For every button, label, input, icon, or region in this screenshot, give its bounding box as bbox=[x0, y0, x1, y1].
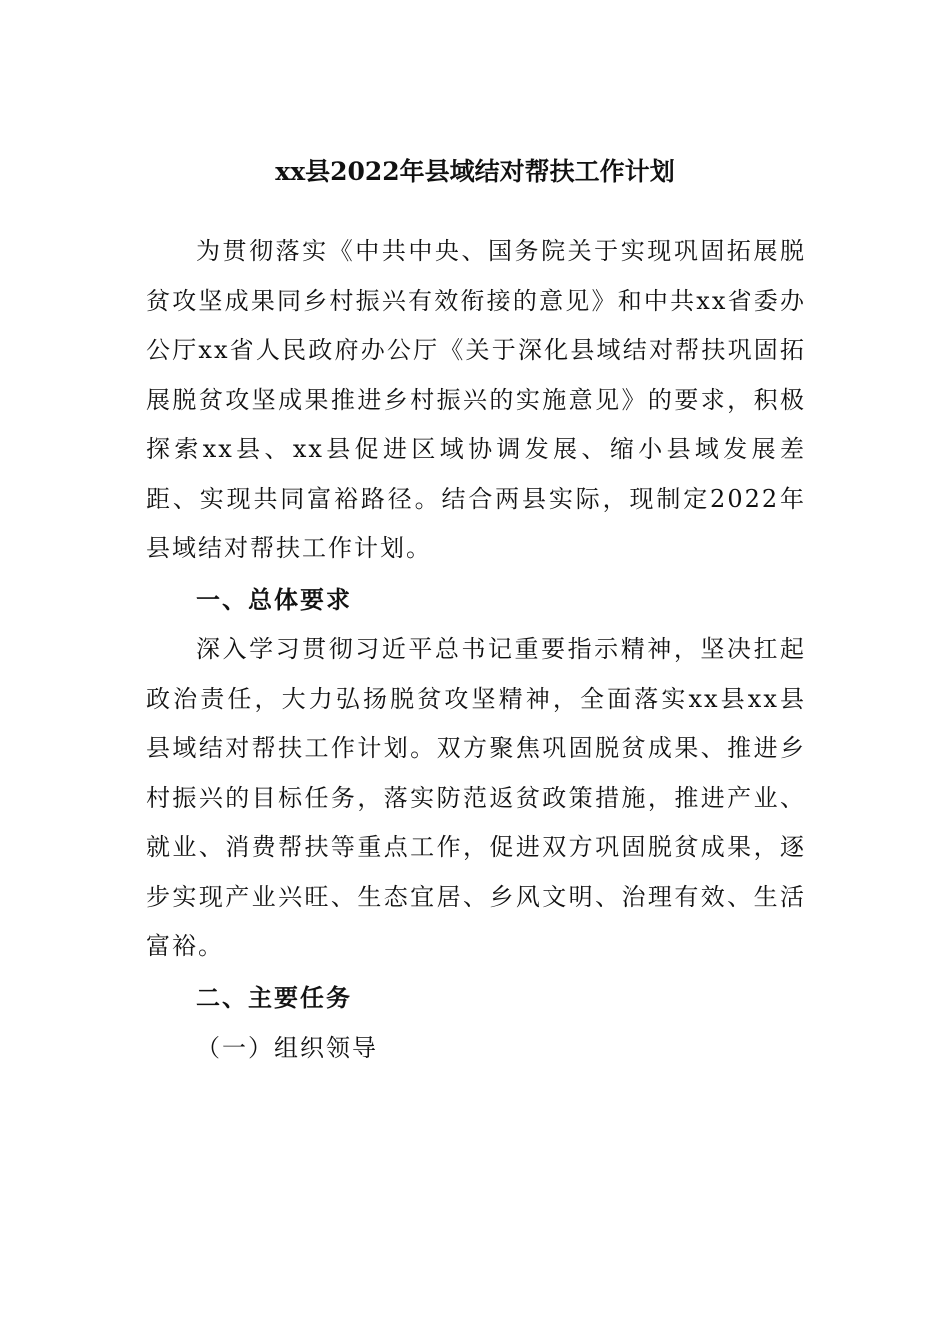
document-title: xx县2022年县域结对帮扶工作计划 bbox=[275, 157, 675, 186]
section-heading-overall-requirements: 一、总体要求 bbox=[196, 586, 352, 614]
overall-requirements-paragraph: 深入学习贯彻习近平总书记重要指示精神，坚决扛起政治责任，大力弘扬脱贫攻坚精神，全面落实xx县xx县县域结对帮扶工作计划。双方聚焦巩固脱贫成果、推进乡村振兴的目标任务，落实防范返贫政策措施，推进产业、就业、消费帮扶等重点工作，促进双方巩固脱贫成果，逐步实现产业兴旺、生态宜居、乡风文明、治理有效、生活富裕。 bbox=[146, 635, 806, 960]
subsection-heading-organization-leadership: （一）组织领导 bbox=[196, 1034, 378, 1062]
intro-paragraph: 为贯彻落实《中共中央、国务院关于实现巩固拓展脱贫攻坚成果同乡村振兴有效衔接的意见》和中共xx省委办公厅xx省人民政府办公厅《关于深化县域结对帮扶巩固拓展脱贫攻坚成果推进乡村振兴的实施意见》的要求，积极探索xx县、xx县促进区域协调发展、缩小县域发展差距、实现共同富裕路径。结合两县实际，现制定2022年县域结对帮扶工作计划。 bbox=[146, 237, 806, 562]
section-heading-main-tasks: 二、主要任务 bbox=[196, 984, 352, 1012]
